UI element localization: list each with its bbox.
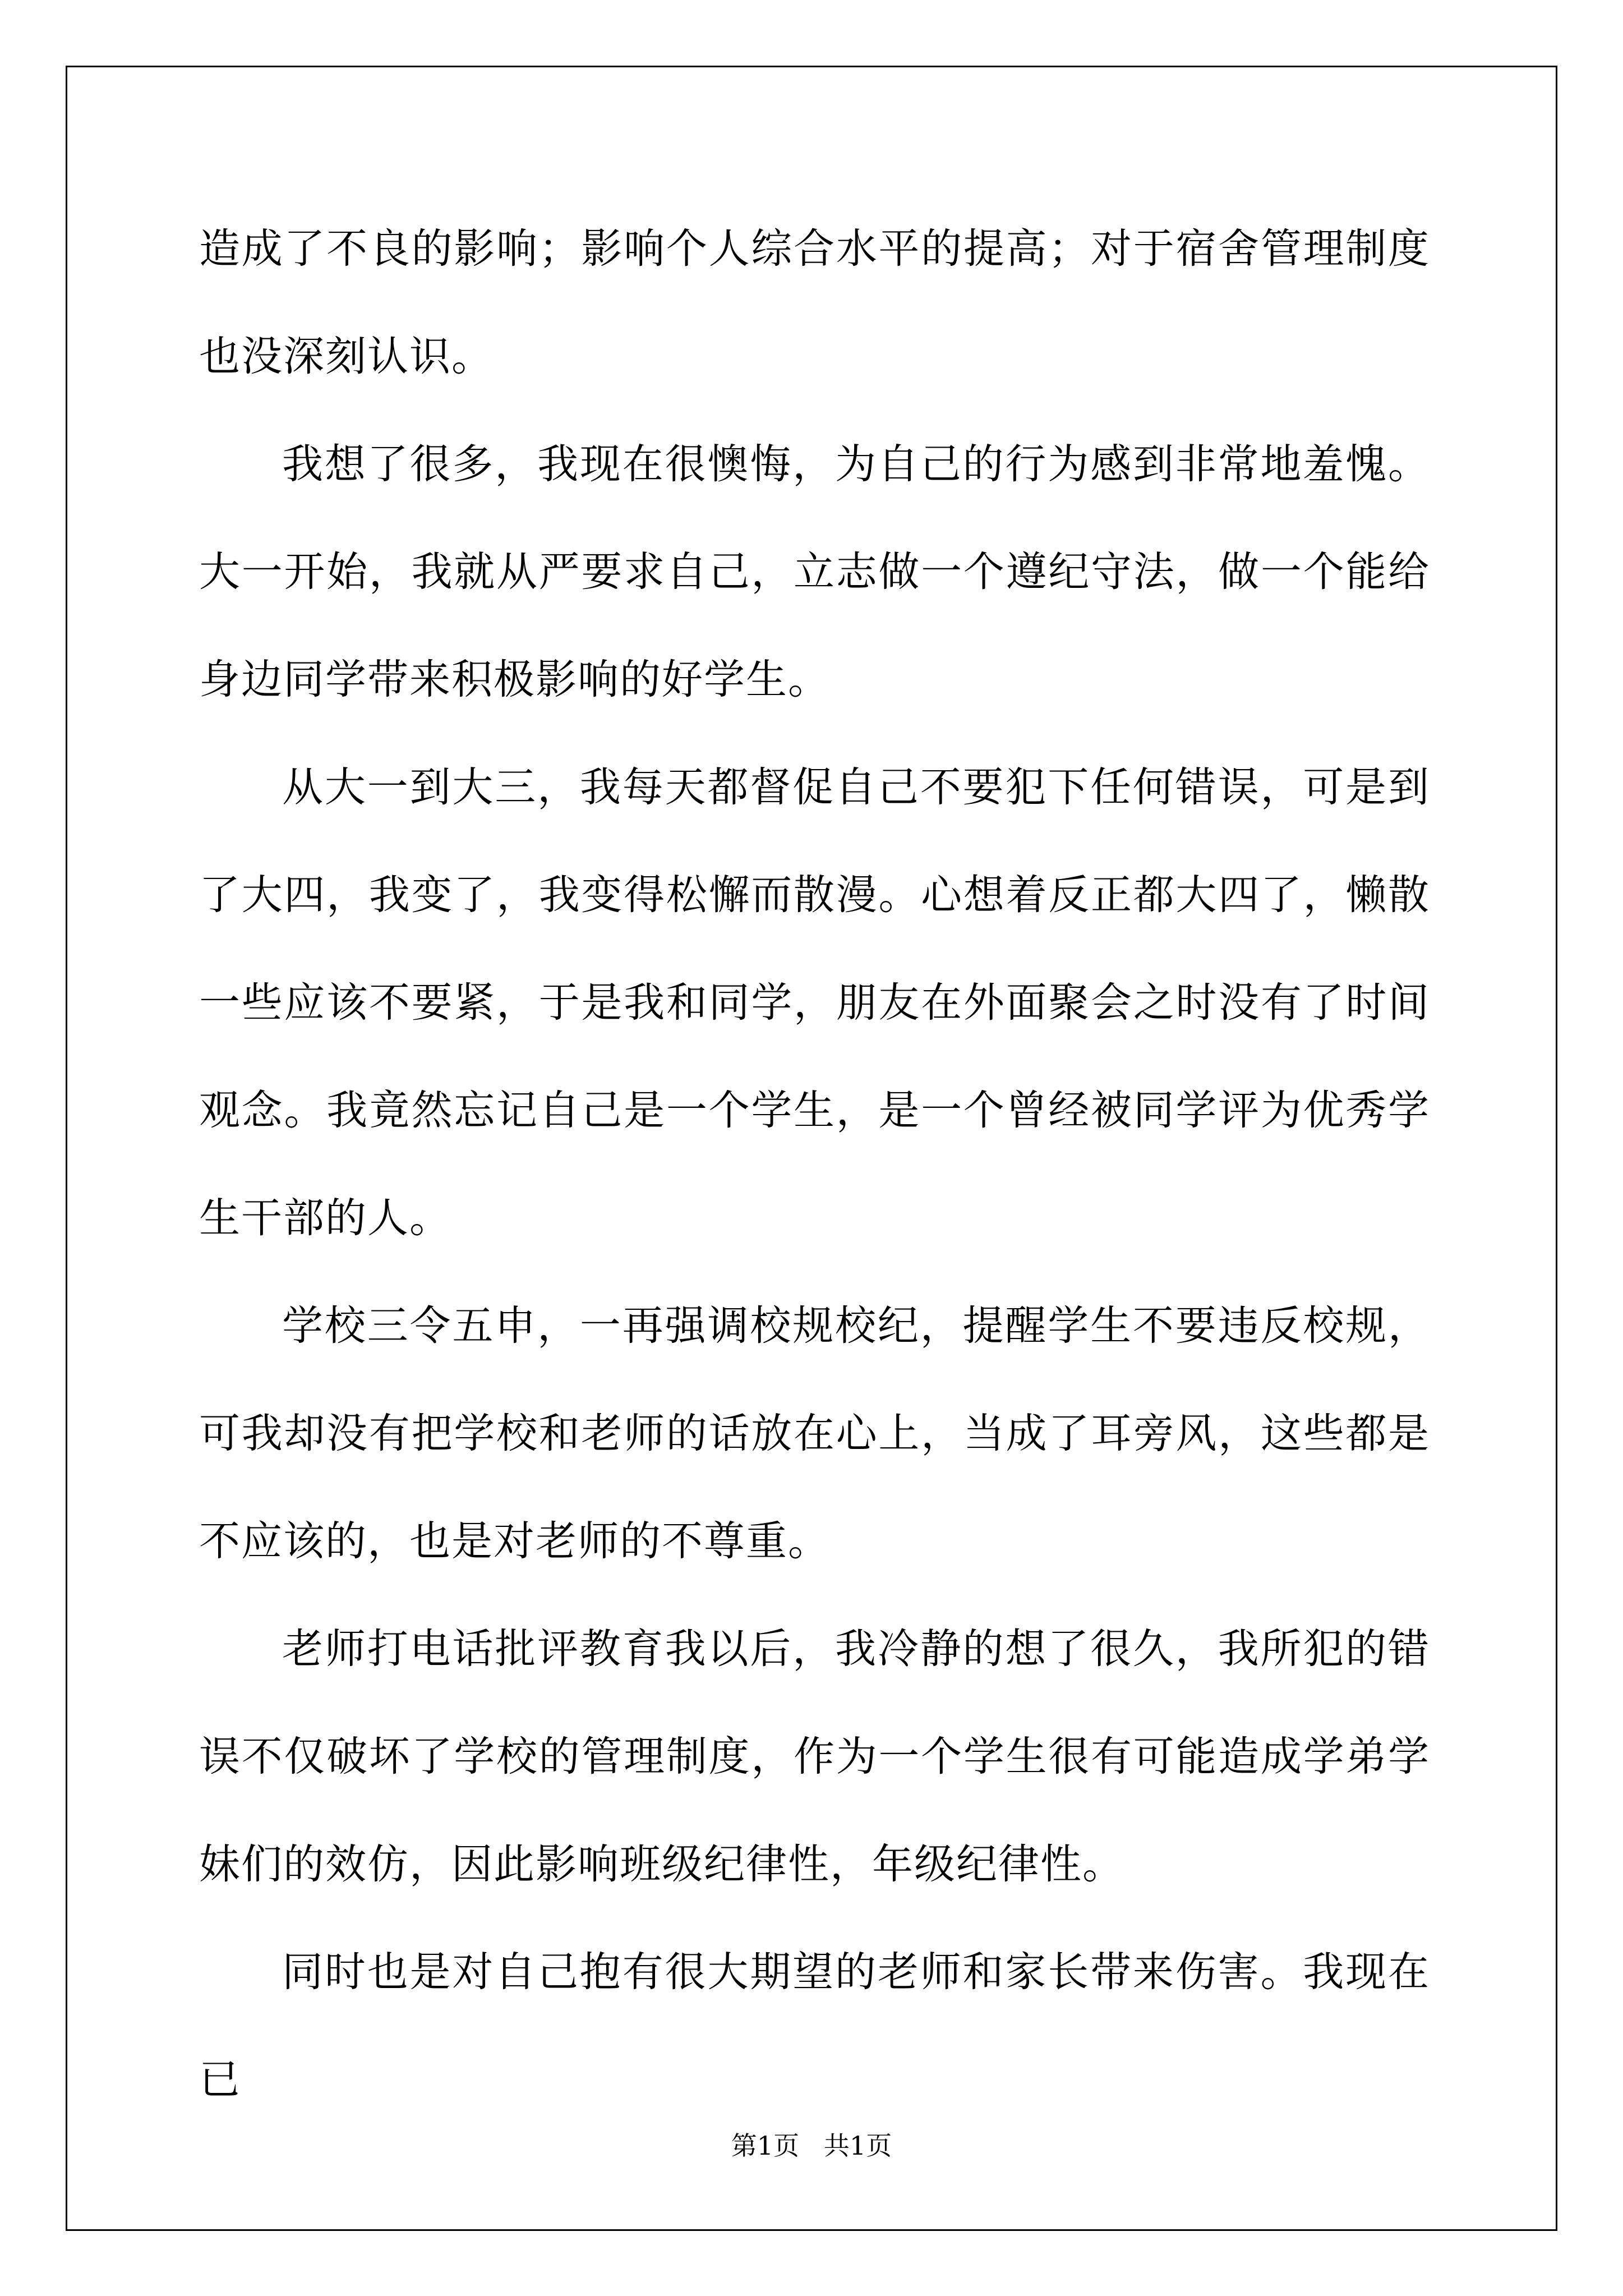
paragraph-3: 从大一到大三，我每天都督促自己不要犯下任何错误，可是到了大四，我变了，我变得松懈而散漫。心想着反正都大四了，懒散一些应该不要紧，于是我和同学，朋友在外面聚会之时没有了时间观念。我竟然忘记自己是一个学生，是一个曾经被同学评为优秀学生干部的人。 (199, 763, 1430, 1242)
document-body (199, 195, 1430, 2134)
paragraph-2: 我想了很多，我现在很懊悔，为自己的行为感到非常地羞愧。大一开始，我就从严要求自己，立志做一个遵纪守法，做一个能给身边同学带来积极影响的好学生。 (199, 440, 1430, 703)
paragraph-6: 同时也是对自己抱有很大期望的老师和家长带来伤害。我现在已 (199, 1948, 1430, 2104)
paragraph-5: 老师打电话批评教育我以后，我冷静的想了很久，我所犯的错误不仅破坏了学校的管理制度，作为一个学生很有可能造成学弟学妹们的效仿，因此影响班级纪律性，年级纪律性。 (199, 1625, 1430, 1888)
paragraph-4: 学校三令五申，一再强调校规校纪，提醒学生不要违反校规，可我却没有把学校和老师的话放在心上，当成了耳旁风，这些都是不应该的，也是对老师的不尊重。 (199, 1302, 1430, 1565)
paragraph-1: 造成了不良的影响；影响个人综合水平的提高；对于宿舍管理制度也没深刻认识。 (199, 225, 1430, 380)
page-number-footer: 第1页 共1页 (731, 2131, 892, 2161)
